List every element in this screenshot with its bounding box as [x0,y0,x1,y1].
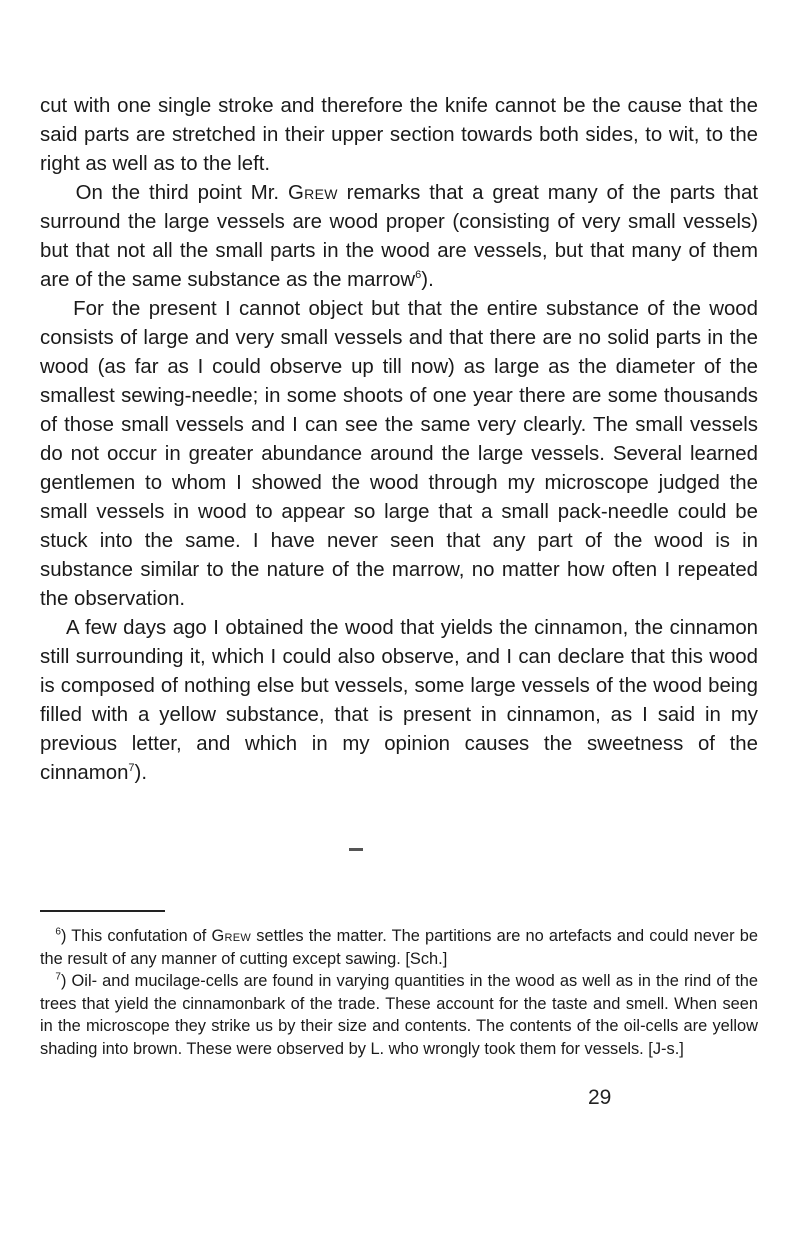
stray-mark [349,848,363,851]
footnote-6-text-b: settles the matter. The partitions are no artefacts and could never be the result of any manner of cutting except sawing. [Sch.] [40,927,758,968]
author-name-grew: Grew [288,182,338,204]
footnote-6-number: 6 [55,926,61,938]
paragraph-1 [40,92,758,179]
footnote-7-number: 7 [55,971,61,983]
footnote-7-text: ) Oil- and mucilage-cells are found in varying quantities in the wood as well as in the rind of the trees that yield the cinnamonbark of the trade. These account for the taste and smell. When seen in the microscope they strike us by their size and contents. The contents of the oil-cells are yellow shading into brown. These were observed by L. who wrongly took them for vessels. [J-s.] [40,972,758,1058]
footnote-6-grew: Grew [211,927,252,945]
footnote-6-text-a: ) This confutation of [60,927,212,945]
footnote-7 [40,970,758,1060]
paragraph-3-text: For the present I cannot object but that the entire substance of the wood consists of large and very small vessels and that there are no solid parts in the wood (as far as I could observe up till now) as large as the diameter of the smallest sewing-needle; in some shoots of one year there are some thousands of those small vessels and I can see the same very clearly. The small vessels do not occur in greater abundance around the large vessels. Several learned gentlemen to whom I showed the wood through my microscope judged the small vessels in wood to appear so large that a small pack-needle could be stuck into the same. I have never seen that any part of the wood is in substance similar to the nature of the marrow, no matter how often I repeated the observation. [40,298,758,610]
paragraph-1-text: cut with one single stroke and therefore the knife cannot be the cause that the said parts are stretched in their upper section towards both sides, to wit, to the right as well as to the left. [40,95,758,175]
paragraph-2-text-a: On the third point Mr. [75,182,288,204]
footnote-ref-7[interactable]: 7 [128,762,135,775]
paragraph-4-text-a: A few days ago I obtained the wood that yields the cinnamon, the cinnamon still surrounding it, which I could also observe, and I can declare that this wood is composed of nothing else but vessels, some large vessels of the wood being filled with a yellow substance, that is present in cinnamon, as I said in my previous letter, and which in my opinion causes the sweetness of the cinnamon [40,617,759,784]
paragraph-4-text-b: ). [134,762,148,784]
paragraph-2-text-c: ). [421,269,434,291]
paragraph-2-text-b: remarks that a great many of the parts that surround the large vessels are wood proper (consisting of very small vessels) but that not all the small parts in the wood are vessels, but that many of them are of the same substance as the marrow [40,182,758,291]
page-number: 29 [588,1086,612,1109]
paragraph-2 [40,179,758,295]
paragraph-4 [40,614,758,788]
paragraph-3 [40,295,758,614]
footnote-divider [40,910,165,912]
footnote-ref-6[interactable]: 6 [415,269,422,282]
page-body [40,92,758,788]
main-text [40,92,758,788]
footnotes [40,925,758,1060]
footnote-6 [40,925,758,970]
